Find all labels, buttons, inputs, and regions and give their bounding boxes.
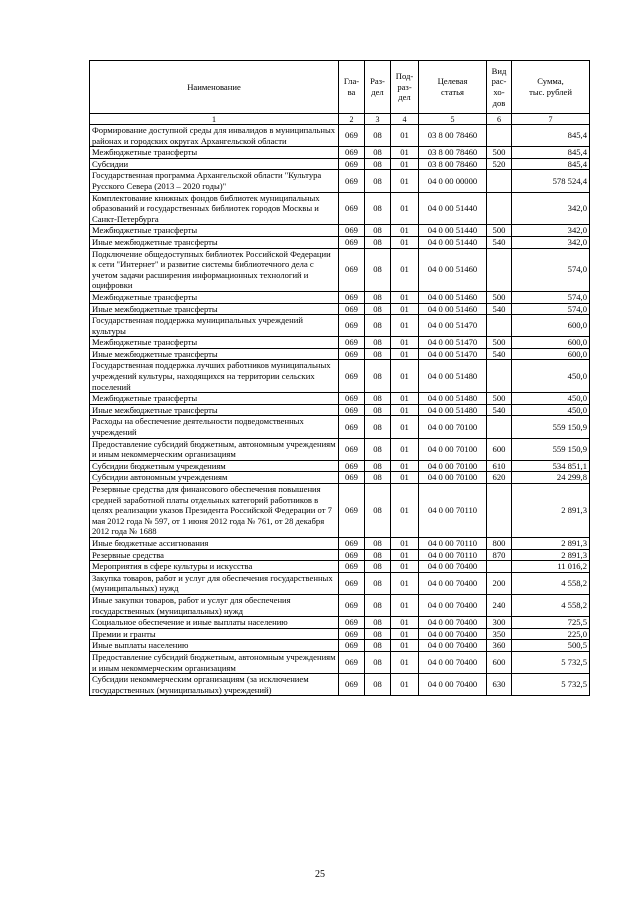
cell-expense-type [487, 416, 512, 438]
cell-expense-type [487, 561, 512, 573]
cell-section: 08 [365, 337, 391, 349]
table-row [90, 360, 590, 393]
cell-target: 03 8 00 78460 [419, 125, 487, 147]
table-row [90, 315, 590, 337]
cell-name: Субсидии бюджетным учреждениям [90, 460, 339, 472]
cell-name: Премии и гранты [90, 628, 339, 640]
cell-subsection: 01 [391, 674, 419, 696]
cell-section: 08 [365, 617, 391, 629]
cell-name: Иные выплаты населению [90, 640, 339, 652]
cell-chapter: 069 [339, 192, 365, 225]
cell-section: 08 [365, 158, 391, 170]
table-row [90, 393, 590, 405]
table-row [90, 170, 590, 192]
table-row [90, 537, 590, 549]
cell-chapter: 069 [339, 404, 365, 416]
cell-chapter: 069 [339, 147, 365, 159]
cell-subsection: 01 [391, 651, 419, 673]
cell-expense-type: 540 [487, 404, 512, 416]
table-row [90, 248, 590, 291]
cell-target: 04 0 00 70110 [419, 484, 487, 538]
cell-sum: 450,0 [512, 393, 590, 405]
cell-section: 08 [365, 537, 391, 549]
table-row [90, 549, 590, 561]
cell-subsection: 01 [391, 393, 419, 405]
cell-section: 08 [365, 393, 391, 405]
cell-chapter: 069 [339, 248, 365, 291]
cell-subsection: 01 [391, 360, 419, 393]
column-number: 4 [391, 114, 419, 125]
column-number: 6 [487, 114, 512, 125]
cell-target: 04 0 00 51460 [419, 291, 487, 303]
cell-section: 08 [365, 348, 391, 360]
cell-target: 04 0 00 70400 [419, 561, 487, 573]
cell-chapter: 069 [339, 472, 365, 484]
cell-target: 04 0 00 70400 [419, 628, 487, 640]
cell-subsection: 01 [391, 460, 419, 472]
column-number: 1 [90, 114, 339, 125]
cell-target: 04 0 00 70400 [419, 594, 487, 616]
cell-subsection: 01 [391, 549, 419, 561]
cell-sum: 559 150,9 [512, 416, 590, 438]
cell-expense-type [487, 192, 512, 225]
cell-expense-type [487, 315, 512, 337]
header-section: Раз- дел [365, 61, 391, 114]
cell-subsection: 01 [391, 640, 419, 652]
cell-target: 04 0 00 51440 [419, 225, 487, 237]
cell-expense-type [487, 360, 512, 393]
cell-sum: 4 558,2 [512, 572, 590, 594]
cell-sum: 2 891,3 [512, 537, 590, 549]
cell-sum: 500,5 [512, 640, 590, 652]
cell-expense-type [487, 170, 512, 192]
cell-target: 04 0 00 70400 [419, 651, 487, 673]
cell-name: Государственная поддержка муниципальных учреждений культуры [90, 315, 339, 337]
cell-target: 04 0 00 70100 [419, 438, 487, 460]
cell-chapter: 069 [339, 438, 365, 460]
cell-name: Иные межбюджетные трансферты [90, 236, 339, 248]
cell-name: Предоставление субсидий бюджетным, автономным учреждениям и иным некоммерческим организациям [90, 438, 339, 460]
cell-target: 04 0 00 70100 [419, 460, 487, 472]
cell-name: Межбюджетные трансферты [90, 147, 339, 159]
table-row [90, 404, 590, 416]
cell-subsection: 01 [391, 192, 419, 225]
table-row [90, 416, 590, 438]
table-row [90, 561, 590, 573]
cell-subsection: 01 [391, 303, 419, 315]
cell-chapter: 069 [339, 337, 365, 349]
cell-chapter: 069 [339, 393, 365, 405]
table-row [90, 594, 590, 616]
cell-target: 04 0 00 51470 [419, 315, 487, 337]
column-number: 7 [512, 114, 590, 125]
cell-sum: 559 150,9 [512, 438, 590, 460]
cell-target: 04 0 00 51440 [419, 192, 487, 225]
cell-chapter: 069 [339, 291, 365, 303]
cell-subsection: 01 [391, 248, 419, 291]
cell-chapter: 069 [339, 674, 365, 696]
cell-name: Государственная программа Архангельской области "Культура Русского Севера (2013 – 2020 годы)" [90, 170, 339, 192]
cell-chapter: 069 [339, 537, 365, 549]
cell-expense-type: 200 [487, 572, 512, 594]
cell-subsection: 01 [391, 225, 419, 237]
cell-chapter: 069 [339, 651, 365, 673]
cell-name: Межбюджетные трансферты [90, 337, 339, 349]
cell-section: 08 [365, 438, 391, 460]
cell-section: 08 [365, 404, 391, 416]
cell-name: Иные межбюджетные трансферты [90, 348, 339, 360]
cell-target: 04 0 00 70110 [419, 537, 487, 549]
cell-target: 04 0 00 70400 [419, 572, 487, 594]
cell-chapter: 069 [339, 594, 365, 616]
cell-section: 08 [365, 360, 391, 393]
cell-sum: 574,0 [512, 291, 590, 303]
cell-sum: 845,4 [512, 125, 590, 147]
cell-expense-type [487, 248, 512, 291]
cell-chapter: 069 [339, 360, 365, 393]
cell-section: 08 [365, 674, 391, 696]
header-expense-type: Вид рас- хо- дов [487, 61, 512, 114]
cell-subsection: 01 [391, 291, 419, 303]
cell-chapter: 069 [339, 303, 365, 315]
cell-target: 04 0 00 51480 [419, 360, 487, 393]
table-row [90, 348, 590, 360]
cell-expense-type: 870 [487, 549, 512, 561]
cell-name: Резервные средства для финансового обеспечения повышения средней заработной платы отдельных категорий работников в целях реализации указов Президента Российской Федерации от 7 мая 2012 года № 597, от 1 июня 2012 года № 761, от 28 декабря 2012 года № 1688 [90, 484, 339, 538]
cell-expense-type: 540 [487, 348, 512, 360]
cell-name: Мероприятия в сфере культуры и искусства [90, 561, 339, 573]
cell-section: 08 [365, 594, 391, 616]
cell-name: Субсидии [90, 158, 339, 170]
cell-subsection: 01 [391, 170, 419, 192]
cell-section: 08 [365, 315, 391, 337]
header-chapter: Гла- ва [339, 61, 365, 114]
cell-chapter: 069 [339, 315, 365, 337]
column-number-row [90, 114, 590, 125]
cell-chapter: 069 [339, 460, 365, 472]
table-row [90, 628, 590, 640]
table-row [90, 236, 590, 248]
cell-expense-type: 500 [487, 291, 512, 303]
header-name: Наименование [90, 61, 339, 114]
cell-subsection: 01 [391, 348, 419, 360]
cell-subsection: 01 [391, 472, 419, 484]
cell-sum: 600,0 [512, 348, 590, 360]
cell-chapter: 069 [339, 348, 365, 360]
table-row [90, 147, 590, 159]
header-subsection: Под- раз- дел [391, 61, 419, 114]
cell-chapter: 069 [339, 640, 365, 652]
cell-target: 04 0 00 51470 [419, 337, 487, 349]
cell-expense-type [487, 484, 512, 538]
cell-target: 04 0 00 70110 [419, 549, 487, 561]
cell-sum: 4 558,2 [512, 594, 590, 616]
cell-expense-type: 240 [487, 594, 512, 616]
header-row [90, 61, 590, 114]
cell-sum: 574,0 [512, 303, 590, 315]
cell-sum: 5 732,5 [512, 651, 590, 673]
cell-section: 08 [365, 460, 391, 472]
cell-sum: 342,0 [512, 225, 590, 237]
cell-target: 04 0 00 51440 [419, 236, 487, 248]
cell-name: Субсидии автономным учреждениям [90, 472, 339, 484]
cell-expense-type: 540 [487, 236, 512, 248]
cell-name: Иные бюджетные ассигнования [90, 537, 339, 549]
cell-expense-type: 600 [487, 438, 512, 460]
cell-expense-type: 610 [487, 460, 512, 472]
cell-section: 08 [365, 147, 391, 159]
header-target: Целевая статья [419, 61, 487, 114]
cell-name: Подключение общедоступных библиотек Российской Федерации к сети "Интернет" и развитие системы библиотечного дела с учетом задачи расширения информационных технологий и оцифровки [90, 248, 339, 291]
cell-section: 08 [365, 236, 391, 248]
cell-sum: 450,0 [512, 404, 590, 416]
column-number: 5 [419, 114, 487, 125]
cell-section: 08 [365, 291, 391, 303]
table-row [90, 158, 590, 170]
cell-expense-type: 540 [487, 303, 512, 315]
cell-sum: 2 891,3 [512, 549, 590, 561]
cell-chapter: 069 [339, 416, 365, 438]
cell-sum: 450,0 [512, 360, 590, 393]
cell-chapter: 069 [339, 628, 365, 640]
cell-expense-type: 800 [487, 537, 512, 549]
cell-expense-type: 360 [487, 640, 512, 652]
cell-name: Предоставление субсидий бюджетным, автономным учреждениям и иным некоммерческим организациям [90, 651, 339, 673]
cell-name: Межбюджетные трансферты [90, 291, 339, 303]
budget-table [89, 60, 590, 696]
cell-subsection: 01 [391, 594, 419, 616]
cell-chapter: 069 [339, 549, 365, 561]
cell-section: 08 [365, 484, 391, 538]
cell-target: 04 0 00 70400 [419, 674, 487, 696]
cell-chapter: 069 [339, 125, 365, 147]
table-row [90, 303, 590, 315]
table-row [90, 572, 590, 594]
cell-target: 03 8 00 78460 [419, 158, 487, 170]
cell-section: 08 [365, 125, 391, 147]
cell-section: 08 [365, 472, 391, 484]
cell-expense-type: 500 [487, 337, 512, 349]
cell-subsection: 01 [391, 315, 419, 337]
column-number: 2 [339, 114, 365, 125]
cell-chapter: 069 [339, 572, 365, 594]
cell-sum: 342,0 [512, 236, 590, 248]
cell-chapter: 069 [339, 617, 365, 629]
cell-subsection: 01 [391, 537, 419, 549]
cell-subsection: 01 [391, 158, 419, 170]
cell-subsection: 01 [391, 572, 419, 594]
cell-chapter: 069 [339, 158, 365, 170]
table-row [90, 438, 590, 460]
cell-expense-type: 350 [487, 628, 512, 640]
cell-target: 04 0 00 51480 [419, 393, 487, 405]
table-row [90, 225, 590, 237]
table-row [90, 125, 590, 147]
cell-name: Комплектование книжных фондов библиотек муниципальных образований и государственных библиотек городов Москвы и Санкт-Петербурга [90, 192, 339, 225]
cell-name: Межбюджетные трансферты [90, 393, 339, 405]
table-row [90, 651, 590, 673]
cell-target: 04 0 00 51460 [419, 248, 487, 291]
cell-section: 08 [365, 416, 391, 438]
cell-section: 08 [365, 170, 391, 192]
cell-expense-type: 300 [487, 617, 512, 629]
table-body [90, 125, 590, 696]
cell-sum: 600,0 [512, 337, 590, 349]
cell-sum: 845,4 [512, 147, 590, 159]
cell-target: 04 0 00 00000 [419, 170, 487, 192]
cell-subsection: 01 [391, 617, 419, 629]
cell-subsection: 01 [391, 438, 419, 460]
cell-expense-type: 500 [487, 147, 512, 159]
cell-sum: 845,4 [512, 158, 590, 170]
table-row [90, 640, 590, 652]
cell-section: 08 [365, 651, 391, 673]
cell-target: 04 0 00 51470 [419, 348, 487, 360]
cell-chapter: 069 [339, 225, 365, 237]
cell-sum: 342,0 [512, 192, 590, 225]
cell-target: 03 8 00 78460 [419, 147, 487, 159]
table-row [90, 460, 590, 472]
cell-section: 08 [365, 248, 391, 291]
cell-subsection: 01 [391, 561, 419, 573]
cell-sum: 24 299,8 [512, 472, 590, 484]
cell-name: Иные закупки товаров, работ и услуг для обеспечения государственных (муниципальных) нужд [90, 594, 339, 616]
cell-expense-type: 630 [487, 674, 512, 696]
table-row [90, 192, 590, 225]
cell-subsection: 01 [391, 337, 419, 349]
cell-name: Закупка товаров, работ и услуг для обеспечения государственных (муниципальных) нужд [90, 572, 339, 594]
cell-subsection: 01 [391, 484, 419, 538]
cell-sum: 574,0 [512, 248, 590, 291]
cell-subsection: 01 [391, 147, 419, 159]
cell-sum: 5 732,5 [512, 674, 590, 696]
cell-name: Формирование доступной среды для инвалидов в муниципальных районах и городских округах Архангельской области [90, 125, 339, 147]
cell-section: 08 [365, 192, 391, 225]
cell-name: Резервные средства [90, 549, 339, 561]
cell-sum: 578 524,4 [512, 170, 590, 192]
cell-subsection: 01 [391, 416, 419, 438]
cell-subsection: 01 [391, 404, 419, 416]
cell-chapter: 069 [339, 561, 365, 573]
cell-target: 04 0 00 70100 [419, 472, 487, 484]
cell-expense-type: 600 [487, 651, 512, 673]
cell-chapter: 069 [339, 170, 365, 192]
header-sum: Сумма, тыс. рублей [512, 61, 590, 114]
cell-target: 04 0 00 70100 [419, 416, 487, 438]
cell-section: 08 [365, 628, 391, 640]
cell-sum: 2 891,3 [512, 484, 590, 538]
cell-name: Социальное обеспечение и иные выплаты населению [90, 617, 339, 629]
cell-section: 08 [365, 225, 391, 237]
cell-expense-type: 620 [487, 472, 512, 484]
table-row [90, 674, 590, 696]
table-row [90, 291, 590, 303]
cell-name: Иные межбюджетные трансферты [90, 303, 339, 315]
page-number: 25 [315, 869, 325, 880]
cell-subsection: 01 [391, 628, 419, 640]
cell-target: 04 0 00 51480 [419, 404, 487, 416]
cell-sum: 534 851,1 [512, 460, 590, 472]
cell-sum: 225,0 [512, 628, 590, 640]
cell-sum: 600,0 [512, 315, 590, 337]
cell-subsection: 01 [391, 125, 419, 147]
cell-sum: 11 016,2 [512, 561, 590, 573]
table-row [90, 617, 590, 629]
cell-expense-type: 500 [487, 393, 512, 405]
cell-target: 04 0 00 51460 [419, 303, 487, 315]
cell-expense-type: 520 [487, 158, 512, 170]
cell-name: Государственная поддержка лучших работников муниципальных учреждений культуры, находящихся на территории сельских поселений [90, 360, 339, 393]
cell-section: 08 [365, 561, 391, 573]
cell-target: 04 0 00 70400 [419, 617, 487, 629]
cell-target: 04 0 00 70400 [419, 640, 487, 652]
table-row [90, 472, 590, 484]
table-row [90, 337, 590, 349]
cell-sum: 725,5 [512, 617, 590, 629]
cell-expense-type [487, 125, 512, 147]
cell-name: Субсидии некоммерческим организациям (за исключением государственных (муниципальных) учреждений) [90, 674, 339, 696]
cell-name: Расходы на обеспечение деятельности подведомственных учреждений [90, 416, 339, 438]
cell-expense-type: 500 [487, 225, 512, 237]
cell-name: Межбюджетные трансферты [90, 225, 339, 237]
table-row [90, 484, 590, 538]
cell-chapter: 069 [339, 484, 365, 538]
cell-chapter: 069 [339, 236, 365, 248]
column-number: 3 [365, 114, 391, 125]
cell-name: Иные межбюджетные трансферты [90, 404, 339, 416]
cell-section: 08 [365, 572, 391, 594]
cell-subsection: 01 [391, 236, 419, 248]
cell-section: 08 [365, 303, 391, 315]
cell-section: 08 [365, 549, 391, 561]
cell-section: 08 [365, 640, 391, 652]
